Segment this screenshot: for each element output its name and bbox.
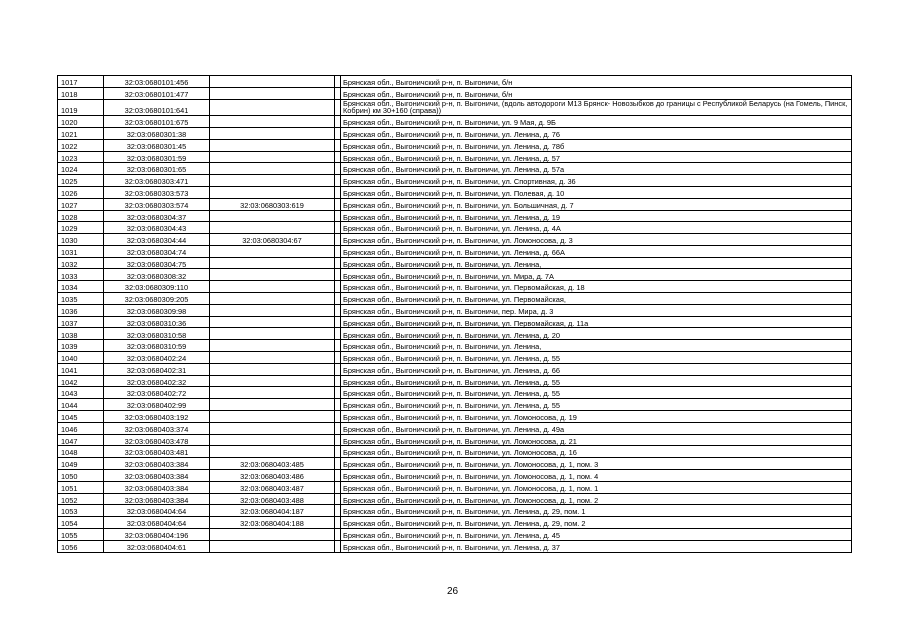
row-number-cell: 1046 bbox=[58, 422, 104, 434]
page-number: 26 bbox=[446, 586, 459, 597]
row-number-cell: 1045 bbox=[58, 411, 104, 423]
cadastral-number-cell: 32:03:0680310:36 bbox=[104, 316, 210, 328]
related-cadastral-number-cell bbox=[210, 269, 335, 281]
cadastral-number-cell: 32:03:0680403:384 bbox=[104, 458, 210, 470]
table-row bbox=[58, 387, 852, 399]
address-cell: Брянская обл., Выгоничский р-н, п. Выгоничи, б/н bbox=[341, 87, 852, 99]
row-number-cell: 1027 bbox=[58, 198, 104, 210]
row-number-cell: 1022 bbox=[58, 139, 104, 151]
address-cell: Брянская обл., Выгоничский р-н, п. Выгоничи, ул. Ломоносова, д. 21 bbox=[341, 434, 852, 446]
row-number-cell: 1033 bbox=[58, 269, 104, 281]
address-cell: Брянская обл., Выгоничский р-н, п. Выгоничи, ул. Ленина, д. 29, пом. 1 bbox=[341, 505, 852, 517]
table-row bbox=[58, 269, 852, 281]
related-cadastral-number-cell: 32:03:0680403:485 bbox=[210, 458, 335, 470]
related-cadastral-number-cell bbox=[210, 434, 335, 446]
row-number-cell: 1017 bbox=[58, 76, 104, 88]
row-number-cell: 1052 bbox=[58, 493, 104, 505]
cadastral-number-cell: 32:03:0680101:477 bbox=[104, 87, 210, 99]
row-number-cell: 1054 bbox=[58, 517, 104, 529]
cadastral-number-cell: 32:03:0680309:98 bbox=[104, 304, 210, 316]
address-cell: Брянская обл., Выгоничский р-н, п. Выгоничи, ул. Ленина, д. 55 bbox=[341, 387, 852, 399]
cadastral-number-cell: 32:03:0680402:31 bbox=[104, 363, 210, 375]
related-cadastral-number-cell bbox=[210, 293, 335, 305]
table-row bbox=[58, 257, 852, 269]
table-row bbox=[58, 470, 852, 482]
related-cadastral-number-cell bbox=[210, 76, 335, 88]
cadastral-number-cell: 32:03:0680303:573 bbox=[104, 186, 210, 198]
address-cell: Брянская обл., Выгоничский р-н, п. Выгоничи, ул. Мира, д. 7А bbox=[341, 269, 852, 281]
address-cell: Брянская обл., Выгоничский р-н, п. Выгоничи, ул. 9 Мая, д. 9Б bbox=[341, 116, 852, 128]
cadastral-number-cell: 32:03:0680403:481 bbox=[104, 446, 210, 458]
related-cadastral-number-cell bbox=[210, 116, 335, 128]
row-number-cell: 1035 bbox=[58, 293, 104, 305]
property-table bbox=[57, 75, 852, 553]
table-row bbox=[58, 87, 852, 99]
table-row bbox=[58, 352, 852, 364]
address-cell: Брянская обл., Выгоничский р-н, п. Выгоничи, ул. Первомайская, д. 11а bbox=[341, 316, 852, 328]
cadastral-number-cell: 32:03:0680301:38 bbox=[104, 127, 210, 139]
cadastral-number-cell: 32:03:0680101:641 bbox=[104, 99, 210, 116]
table-row bbox=[58, 481, 852, 493]
cadastral-number-cell: 32:03:0680402:72 bbox=[104, 387, 210, 399]
row-number-cell: 1043 bbox=[58, 387, 104, 399]
address-cell: Брянская обл., Выгоничский р-н, п. Выгоничи, ул. Ленина, д. 4А bbox=[341, 222, 852, 234]
related-cadastral-number-cell bbox=[210, 411, 335, 423]
related-cadastral-number-cell bbox=[210, 127, 335, 139]
table-row bbox=[58, 505, 852, 517]
address-cell: Брянская обл., Выгоничский р-н, п. Выгоничи, ул. Ленина, bbox=[341, 257, 852, 269]
table-row bbox=[58, 375, 852, 387]
address-cell: Брянская обл., Выгоничский р-н, п. Выгоничи, ул. Ленина, д. 45 bbox=[341, 529, 852, 541]
cadastral-number-cell: 32:03:0680310:59 bbox=[104, 340, 210, 352]
table-row bbox=[58, 186, 852, 198]
row-number-cell: 1030 bbox=[58, 234, 104, 246]
cadastral-number-cell: 32:03:0680403:192 bbox=[104, 411, 210, 423]
row-number-cell: 1041 bbox=[58, 363, 104, 375]
cadastral-number-cell: 32:03:0680309:110 bbox=[104, 281, 210, 293]
row-number-cell: 1055 bbox=[58, 529, 104, 541]
related-cadastral-number-cell: 32:03:0680403:488 bbox=[210, 493, 335, 505]
related-cadastral-number-cell bbox=[210, 222, 335, 234]
address-cell: Брянская обл., Выгоничский р-н, п. Выгоничи, ул. Ленина, д. 37 bbox=[341, 540, 852, 552]
cadastral-number-cell: 32:03:0680404:196 bbox=[104, 529, 210, 541]
address-cell: Брянская обл., Выгоничский р-н, п. Выгоничи, ул. Ломоносова, д. 19 bbox=[341, 411, 852, 423]
cadastral-number-cell: 32:03:0680309:205 bbox=[104, 293, 210, 305]
address-cell: Брянская обл., Выгоничский р-н, п. Выгоничи, ул. Ленина, д. 78б bbox=[341, 139, 852, 151]
table-row bbox=[58, 234, 852, 246]
address-cell: Брянская обл., Выгоничский р-н, п. Выгоничи, ул. Большичная, д. 7 bbox=[341, 198, 852, 210]
row-number-cell: 1036 bbox=[58, 304, 104, 316]
row-number-cell: 1050 bbox=[58, 470, 104, 482]
row-number-cell: 1026 bbox=[58, 186, 104, 198]
address-cell: Брянская обл., Выгоничский р-н, п. Выгоничи, ул. Ленина, д. 57а bbox=[341, 163, 852, 175]
table-row bbox=[58, 517, 852, 529]
related-cadastral-number-cell bbox=[210, 399, 335, 411]
related-cadastral-number-cell bbox=[210, 281, 335, 293]
cadastral-number-cell: 32:03:0680101:456 bbox=[104, 76, 210, 88]
cadastral-number-cell: 32:03:0680403:384 bbox=[104, 481, 210, 493]
table-row bbox=[58, 529, 852, 541]
related-cadastral-number-cell: 32:03:0680403:486 bbox=[210, 470, 335, 482]
cadastral-number-cell: 32:03:0680304:43 bbox=[104, 222, 210, 234]
table-row bbox=[58, 127, 852, 139]
row-number-cell: 1040 bbox=[58, 352, 104, 364]
table-row bbox=[58, 434, 852, 446]
table-row bbox=[58, 446, 852, 458]
related-cadastral-number-cell bbox=[210, 151, 335, 163]
table-row bbox=[58, 411, 852, 423]
cadastral-number-cell: 32:03:0680402:32 bbox=[104, 375, 210, 387]
cadastral-number-cell: 32:03:0680404:61 bbox=[104, 540, 210, 552]
cadastral-number-cell: 32:03:0680404:64 bbox=[104, 517, 210, 529]
table-row bbox=[58, 422, 852, 434]
row-number-cell: 1034 bbox=[58, 281, 104, 293]
related-cadastral-number-cell bbox=[210, 304, 335, 316]
table-row bbox=[58, 281, 852, 293]
cadastral-number-cell: 32:03:0680402:24 bbox=[104, 352, 210, 364]
cadastral-number-cell: 32:03:0680301:45 bbox=[104, 139, 210, 151]
related-cadastral-number-cell bbox=[210, 175, 335, 187]
related-cadastral-number-cell: 32:03:0680403:487 bbox=[210, 481, 335, 493]
address-cell: Брянская обл., Выгоничский р-н, п. Выгоничи, ул. Ленина, д. 29, пом. 2 bbox=[341, 517, 852, 529]
row-number-cell: 1038 bbox=[58, 328, 104, 340]
related-cadastral-number-cell bbox=[210, 540, 335, 552]
address-cell: Брянская обл., Выгоничский р-н, п. Выгоничи, ул. Ленина, д. 55 bbox=[341, 399, 852, 411]
row-number-cell: 1020 bbox=[58, 116, 104, 128]
related-cadastral-number-cell bbox=[210, 139, 335, 151]
table-row bbox=[58, 540, 852, 552]
related-cadastral-number-cell bbox=[210, 529, 335, 541]
table-row bbox=[58, 76, 852, 88]
related-cadastral-number-cell bbox=[210, 446, 335, 458]
table-row bbox=[58, 493, 852, 505]
row-number-cell: 1019 bbox=[58, 99, 104, 116]
row-number-cell: 1044 bbox=[58, 399, 104, 411]
related-cadastral-number-cell: 32:03:0680404:187 bbox=[210, 505, 335, 517]
row-number-cell: 1032 bbox=[58, 257, 104, 269]
cadastral-number-cell: 32:03:0680310:58 bbox=[104, 328, 210, 340]
table-row bbox=[58, 116, 852, 128]
address-cell: Брянская обл., Выгоничский р-н, п. Выгоничи, ул. Полевая, д. 10 bbox=[341, 186, 852, 198]
related-cadastral-number-cell bbox=[210, 363, 335, 375]
cadastral-number-cell: 32:03:0680101:675 bbox=[104, 116, 210, 128]
cadastral-number-cell: 32:03:0680304:37 bbox=[104, 210, 210, 222]
address-cell: Брянская обл., Выгоничский р-н, п. Выгоничи, ул. Ленина, д. 55 bbox=[341, 375, 852, 387]
cadastral-number-cell: 32:03:0680304:75 bbox=[104, 257, 210, 269]
address-cell: Брянская обл., Выгоничский р-н, п. Выгоничи, ул. Ломоносова, д. 3 bbox=[341, 234, 852, 246]
address-cell: Брянская обл., Выгоничский р-н, п. Выгоничи, ул. Ломоносова, д. 1, пом. 2 bbox=[341, 493, 852, 505]
cadastral-number-cell: 32:03:0680304:74 bbox=[104, 245, 210, 257]
related-cadastral-number-cell bbox=[210, 316, 335, 328]
address-cell: Брянская обл., Выгоничский р-н, п. Выгоничи, ул. Первомайская, bbox=[341, 293, 852, 305]
related-cadastral-number-cell: 32:03:0680304:67 bbox=[210, 234, 335, 246]
row-number-cell: 1037 bbox=[58, 316, 104, 328]
table-row bbox=[58, 99, 852, 116]
address-cell: Брянская обл., Выгоничский р-н, п. Выгоничи, ул. Ленина, д. 55 bbox=[341, 352, 852, 364]
related-cadastral-number-cell bbox=[210, 87, 335, 99]
table-row bbox=[58, 316, 852, 328]
row-number-cell: 1042 bbox=[58, 375, 104, 387]
property-table-body bbox=[58, 76, 852, 553]
address-cell: Брянская обл., Выгоничский р-н, п. Выгоничи, ул. Ленина, д. 76 bbox=[341, 127, 852, 139]
cadastral-number-cell: 32:03:0680301:59 bbox=[104, 151, 210, 163]
related-cadastral-number-cell bbox=[210, 257, 335, 269]
table-row bbox=[58, 328, 852, 340]
table-row bbox=[58, 163, 852, 175]
address-cell: Брянская обл., Выгоничский р-н, п. Выгоничи, ул. Первомайская, д. 18 bbox=[341, 281, 852, 293]
table-row bbox=[58, 175, 852, 187]
address-cell: Брянская обл., Выгоничский р-н, п. Выгоничи, б/н bbox=[341, 76, 852, 88]
cadastral-number-cell: 32:03:0680308:32 bbox=[104, 269, 210, 281]
table-row bbox=[58, 139, 852, 151]
address-cell: Брянская обл., Выгоничский р-н, п. Выгоничи, ул. Спортивная, д. 36 bbox=[341, 175, 852, 187]
row-number-cell: 1018 bbox=[58, 87, 104, 99]
row-number-cell: 1021 bbox=[58, 127, 104, 139]
row-number-cell: 1028 bbox=[58, 210, 104, 222]
address-cell: Брянская обл., Выгоничский р-н, п. Выгоничи, ул. Ленина, д. 66А bbox=[341, 245, 852, 257]
table-row bbox=[58, 222, 852, 234]
related-cadastral-number-cell: 32:03:0680303:619 bbox=[210, 198, 335, 210]
address-cell: Брянская обл., Выгоничский р-н, п. Выгоничи, пер. Мира, д. 3 bbox=[341, 304, 852, 316]
address-cell: Брянская обл., Выгоничский р-н, п. Выгоничи, ул. Ломоносова, д. 16 bbox=[341, 446, 852, 458]
row-number-cell: 1025 bbox=[58, 175, 104, 187]
row-number-cell: 1047 bbox=[58, 434, 104, 446]
row-number-cell: 1048 bbox=[58, 446, 104, 458]
table-row bbox=[58, 210, 852, 222]
address-cell: Брянская обл., Выгоничский р-н, п. Выгоничи, ул. Ленина, д. 19 bbox=[341, 210, 852, 222]
cadastral-number-cell: 32:03:0680403:374 bbox=[104, 422, 210, 434]
address-cell: Брянская обл., Выгоничский р-н, п. Выгоничи, ул. Ленина, д. 49а bbox=[341, 422, 852, 434]
related-cadastral-number-cell: 32:03:0680404:188 bbox=[210, 517, 335, 529]
address-cell: Брянская обл., Выгоничский р-н, п. Выгоничи, ул. Ломоносова, д. 1, пом. 3 bbox=[341, 458, 852, 470]
cadastral-number-cell: 32:03:0680403:384 bbox=[104, 493, 210, 505]
table-row bbox=[58, 363, 852, 375]
cadastral-number-cell: 32:03:0680403:384 bbox=[104, 470, 210, 482]
related-cadastral-number-cell bbox=[210, 387, 335, 399]
row-number-cell: 1029 bbox=[58, 222, 104, 234]
related-cadastral-number-cell bbox=[210, 340, 335, 352]
related-cadastral-number-cell bbox=[210, 186, 335, 198]
table-row bbox=[58, 399, 852, 411]
related-cadastral-number-cell bbox=[210, 245, 335, 257]
table-row bbox=[58, 458, 852, 470]
cadastral-number-cell: 32:03:0680304:44 bbox=[104, 234, 210, 246]
table-row bbox=[58, 293, 852, 305]
table-row bbox=[58, 340, 852, 352]
row-number-cell: 1051 bbox=[58, 481, 104, 493]
row-number-cell: 1056 bbox=[58, 540, 104, 552]
related-cadastral-number-cell bbox=[210, 163, 335, 175]
cadastral-number-cell: 32:03:0680403:478 bbox=[104, 434, 210, 446]
row-number-cell: 1053 bbox=[58, 505, 104, 517]
table-row bbox=[58, 151, 852, 163]
related-cadastral-number-cell bbox=[210, 210, 335, 222]
table-row bbox=[58, 245, 852, 257]
related-cadastral-number-cell bbox=[210, 99, 335, 116]
address-cell: Брянская обл., Выгоничский р-н, п. Выгоничи, ул. Ломоносова, д. 1, пом. 4 bbox=[341, 470, 852, 482]
cadastral-number-cell: 32:03:0680303:471 bbox=[104, 175, 210, 187]
related-cadastral-number-cell bbox=[210, 328, 335, 340]
row-number-cell: 1039 bbox=[58, 340, 104, 352]
row-number-cell: 1024 bbox=[58, 163, 104, 175]
row-number-cell: 1031 bbox=[58, 245, 104, 257]
row-number-cell: 1023 bbox=[58, 151, 104, 163]
table-row bbox=[58, 198, 852, 210]
related-cadastral-number-cell bbox=[210, 375, 335, 387]
address-cell: Брянская обл., Выгоничский р-н, п. Выгоничи, ул. Ломоносова, д. 1, пом. 1 bbox=[341, 481, 852, 493]
cadastral-number-cell: 32:03:0680301:65 bbox=[104, 163, 210, 175]
address-cell: Брянская обл., Выгоничский р-н, п. Выгоничи, ул. Ленина, д. 20 bbox=[341, 328, 852, 340]
cadastral-number-cell: 32:03:0680303:574 bbox=[104, 198, 210, 210]
address-cell: Брянская обл., Выгоничский р-н, п. Выгоничи, (вдоль автодороги М13 Брянск- Новозыбков до границы с Республикой Беларусь (на Гомель, Пинск, Кобрин) км 30+160 (справа)) bbox=[341, 99, 852, 116]
address-cell: Брянская обл., Выгоничский р-н, п. Выгоничи, ул. Ленина, д. 66 bbox=[341, 363, 852, 375]
row-number-cell: 1049 bbox=[58, 458, 104, 470]
address-cell: Брянская обл., Выгоничский р-н, п. Выгоничи, ул. Ленина, д. 57 bbox=[341, 151, 852, 163]
table-row bbox=[58, 304, 852, 316]
related-cadastral-number-cell bbox=[210, 422, 335, 434]
address-cell: Брянская обл., Выгоничский р-н, п. Выгоничи, ул. Ленина, bbox=[341, 340, 852, 352]
cadastral-number-cell: 32:03:0680404:64 bbox=[104, 505, 210, 517]
related-cadastral-number-cell bbox=[210, 352, 335, 364]
cadastral-number-cell: 32:03:0680402:99 bbox=[104, 399, 210, 411]
